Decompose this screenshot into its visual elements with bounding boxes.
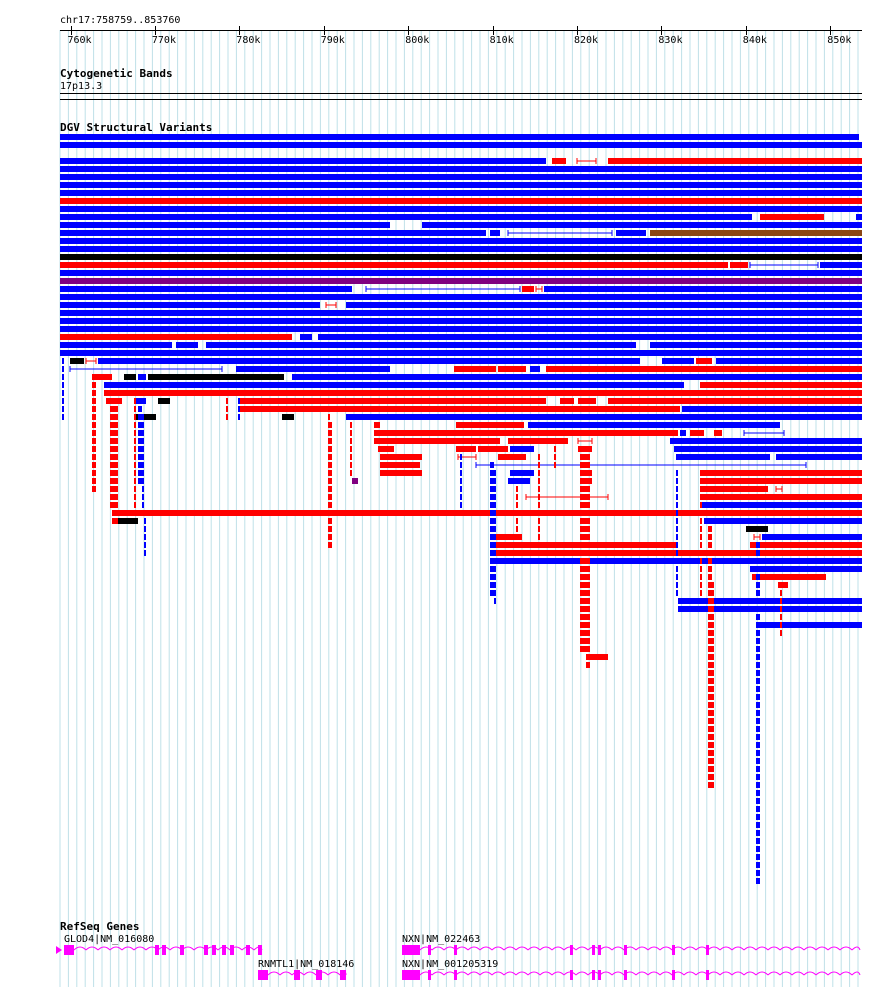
- gene-exon: [672, 945, 675, 955]
- gene-exon: [230, 945, 234, 955]
- gene-exon: [592, 970, 595, 980]
- gene-exon: [598, 945, 601, 955]
- gene-exon: [258, 970, 268, 980]
- gene-label-nxn-2[interactable]: NXN|NM_001205319: [402, 959, 499, 970]
- ruler-tick-label: 780k: [236, 35, 261, 46]
- gene-exon: [212, 945, 216, 955]
- ruler-tick-label: 850k: [827, 35, 852, 46]
- gene-exon: [246, 945, 250, 955]
- gene-exon: [598, 970, 601, 980]
- gene-exon: [222, 945, 226, 955]
- cytoband-label: 17p13.3: [60, 81, 103, 92]
- gene-exon: [294, 970, 300, 980]
- refseq-track-title: RefSeq Genes: [60, 920, 140, 933]
- gene-exon: [592, 945, 595, 955]
- gene-label-nxn-1[interactable]: NXN|NM_022463: [402, 934, 481, 945]
- gene-exon: [570, 945, 573, 955]
- ruler-tick-label: 840k: [742, 35, 767, 46]
- gene-exon: [340, 970, 346, 980]
- gene-exon: [155, 945, 159, 955]
- gene-exon: [64, 945, 74, 955]
- gene-exon: [428, 970, 431, 980]
- gene-exon: [706, 945, 709, 955]
- gene-exon: [316, 970, 322, 980]
- dgv-track-title[interactable]: DGV Structural Variants: [60, 121, 213, 134]
- gene-exon: [258, 945, 262, 955]
- gene-exon: [162, 945, 166, 955]
- gene-intron: [268, 972, 346, 975]
- gene-label-rnmtl1[interactable]: RNMTL1|NM_018146: [258, 959, 355, 970]
- gene-exon: [402, 970, 420, 980]
- gene-exon: [672, 970, 675, 980]
- gene-direction-arrow: [56, 946, 62, 954]
- gene-label-glod4[interactable]: GLOD4|NM_016080: [64, 934, 155, 945]
- gene-exon: [624, 945, 627, 955]
- gene-exon: [570, 970, 573, 980]
- ruler-tick-label: 760k: [67, 35, 92, 46]
- gene-exon: [402, 945, 420, 955]
- gene-exon: [428, 945, 431, 955]
- gene-exon: [706, 970, 709, 980]
- gene-exon: [204, 945, 208, 955]
- gene-exon: [454, 970, 457, 980]
- ruler-tick-label: 770k: [151, 35, 176, 46]
- gene-intron: [420, 972, 860, 975]
- ruler-tick-label: 790k: [320, 35, 345, 46]
- gene-intron: [420, 947, 860, 950]
- cytoband-track-title: Cytogenetic Bands: [60, 67, 173, 80]
- gene-exon: [180, 945, 184, 955]
- ruler-tick-label: 800k: [405, 35, 430, 46]
- gene-exon: [624, 970, 627, 980]
- ruler-tick-label: 810k: [489, 35, 514, 46]
- region-label: chr17:758759..853760: [60, 15, 181, 26]
- ruler-tick-label: 820k: [574, 35, 599, 46]
- ruler-tick-label: 830k: [658, 35, 683, 46]
- gene-exon: [454, 945, 457, 955]
